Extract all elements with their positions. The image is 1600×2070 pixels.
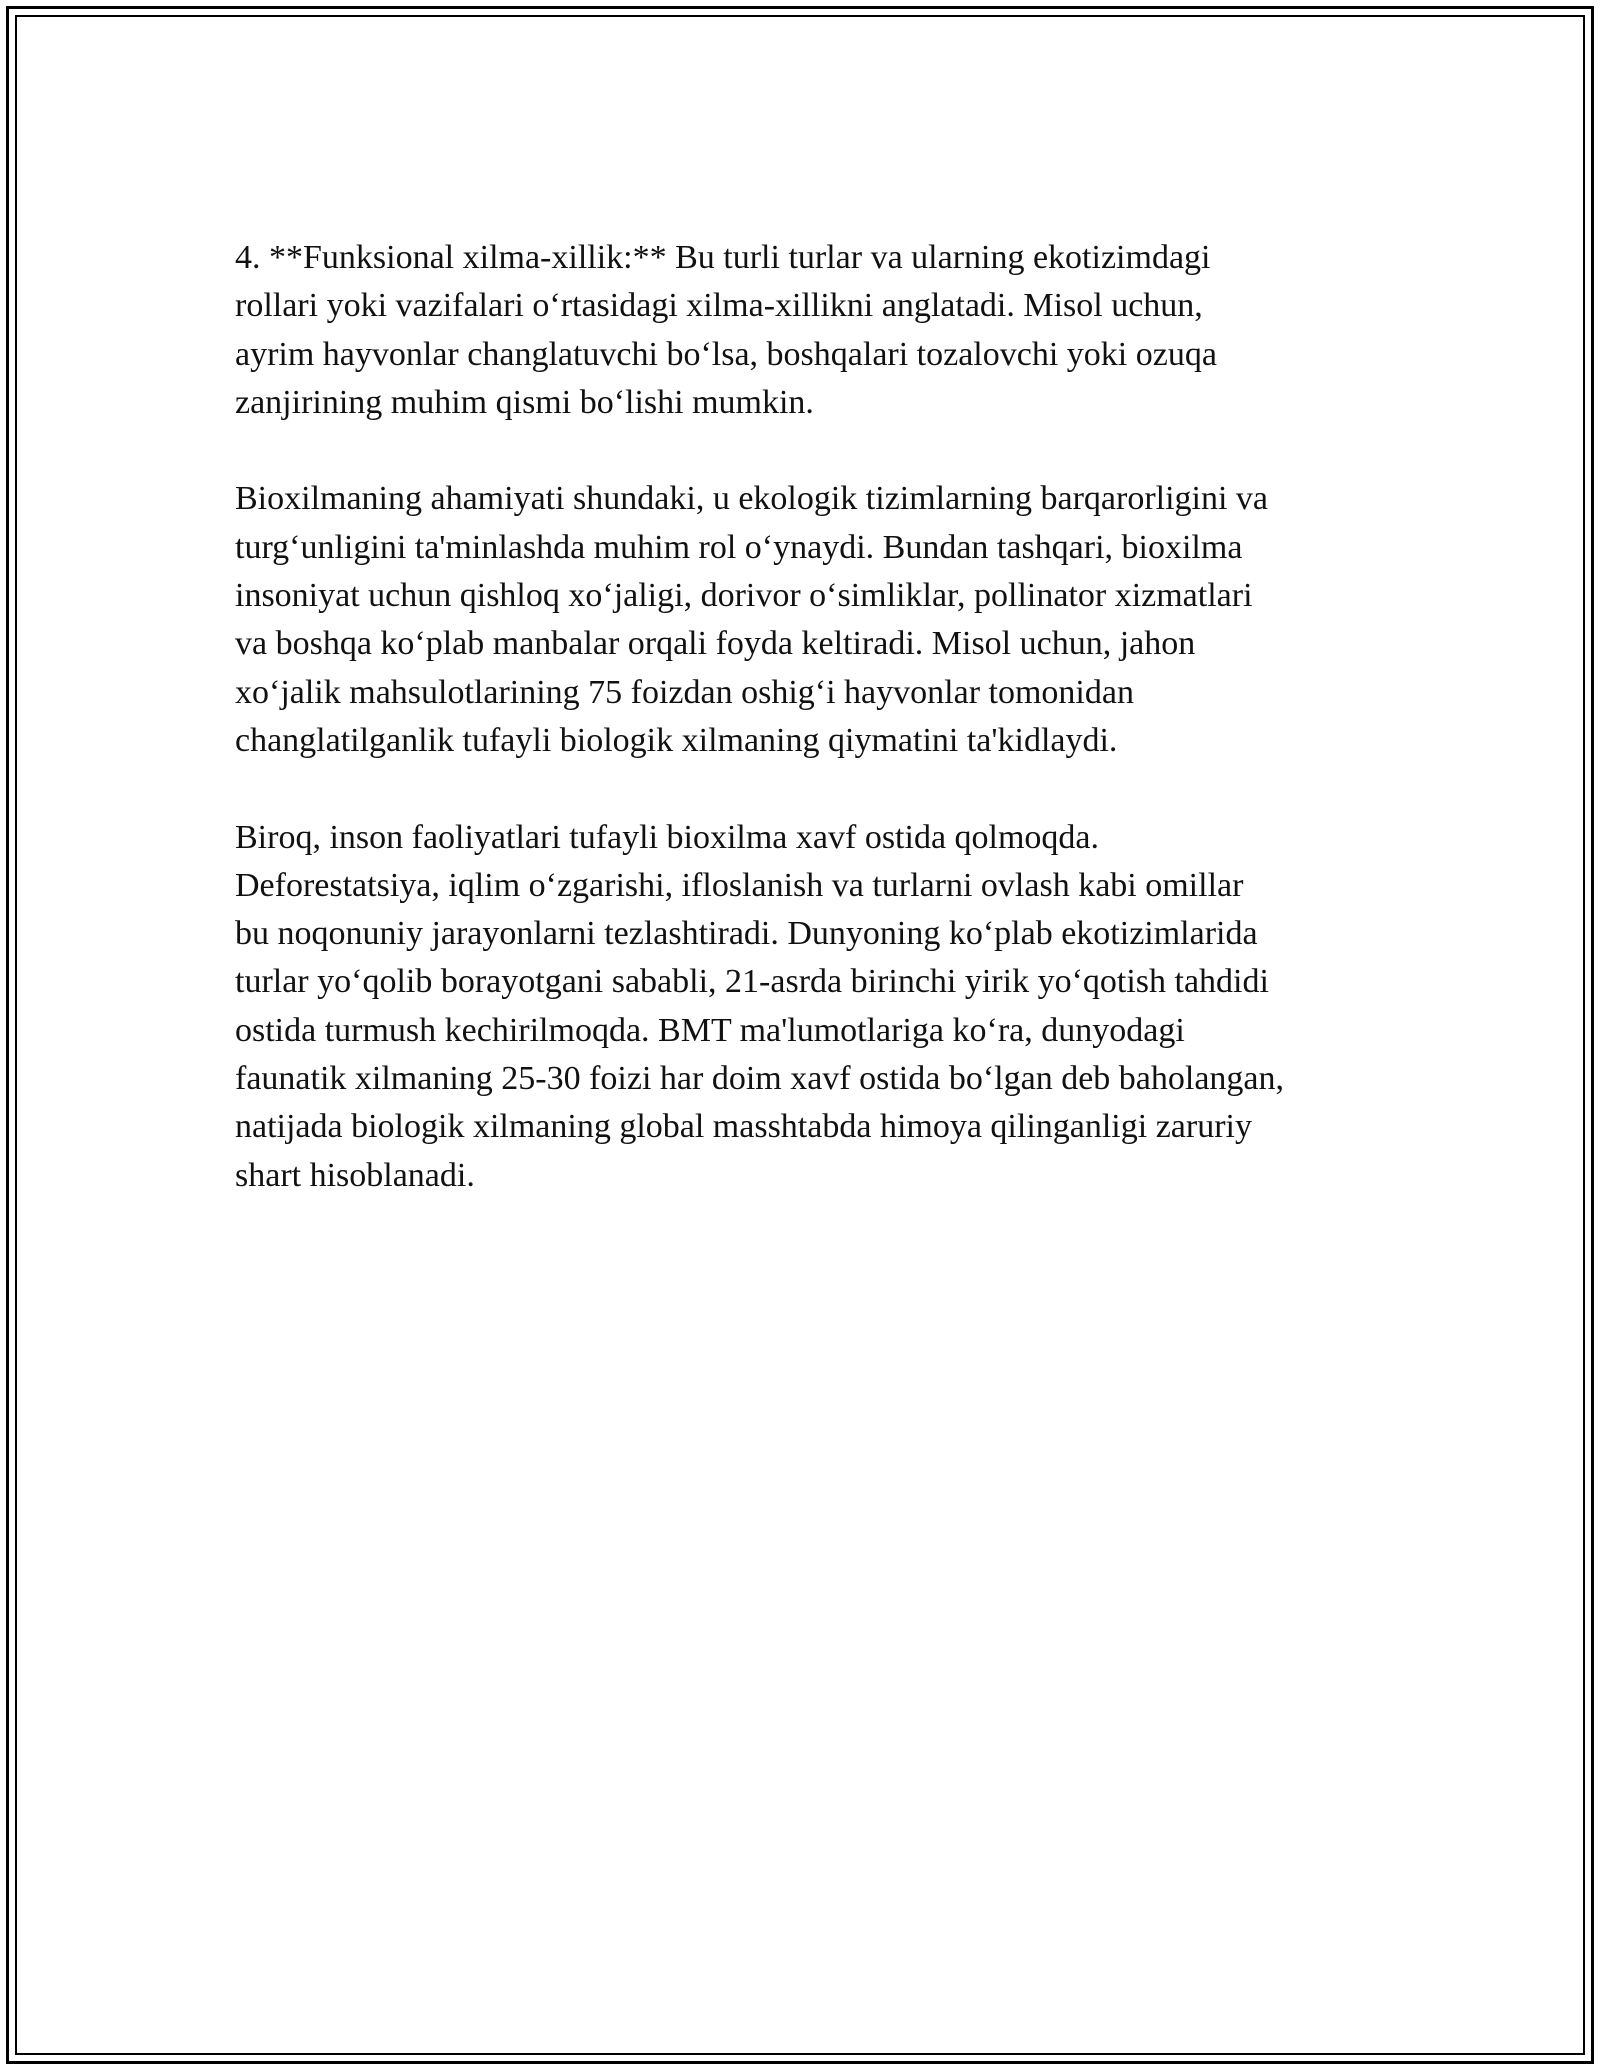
- text-line: Biroq, inson faoliyatlari tufayli bioxilma xavf ostida qolmoqda.: [235, 818, 1100, 856]
- text-line: bu noqonuniy jarayonlarni tezlashtiradi. Dunyoning ko‘plab ekotizimlarida: [235, 915, 1258, 953]
- text-line: faunatik xilmaning 25-30 foizi har doim xavf ostida bo‘lgan deb baholangan,: [235, 1060, 1285, 1098]
- document-body: [235, 234, 1375, 1200]
- text-line: insoniyat uchun qishloq xo‘jaligi, dorivor o‘simliklar, pollinator xizmatlari: [235, 577, 1253, 615]
- text-line: Bioxilmaning ahamiyati shundaki, u ekologik tizimlarning barqarorligini va: [235, 480, 1269, 518]
- text-line: turg‘unligini ta'minlashda muhim rol o‘ynaydi. Bundan tashqari, bioxilma: [235, 528, 1243, 566]
- text-line: zanjirining muhim qismi bo‘lishi mumkin.: [235, 383, 814, 421]
- paragraph-biodiversity-threats: [235, 814, 1375, 1200]
- text-line: Deforestatsiya, iqlim o‘zgarishi, ifloslanish va turlarni ovlash kabi omillar: [235, 866, 1244, 904]
- text-line: ayrim hayvonlar changlatuvchi bo‘lsa, boshqalari tozalovchi yoki ozuqa: [235, 335, 1217, 373]
- text-line: natijada biologik xilmaning global masshtabda himoya qilinganligi zaruriy: [235, 1108, 1252, 1146]
- paragraph-functional-diversity: [235, 234, 1375, 427]
- text-line: xo‘jalik mahsulotlarining 75 foizdan oshig‘i hayvonlar tomonidan: [235, 673, 1134, 711]
- text-line: turlar yo‘qolib borayotgani sababli, 21-asrda birinchi yirik yo‘qotish tahdidi: [235, 963, 1269, 1001]
- text-line: ostida turmush kechirilmoqda. BMT ma'lumotlariga ko‘ra, dunyodagi: [235, 1011, 1185, 1049]
- text-line: va boshqa ko‘plab manbalar orqali foyda keltiradi. Misol uchun, jahon: [235, 625, 1196, 663]
- paragraph-biodiversity-importance: [235, 475, 1375, 765]
- text-line: 4. **Funksional xilma-xillik:** Bu turli turlar va ularning ekotizimdagi: [235, 239, 1211, 276]
- text-line: rollari yoki vazifalari o‘rtasidagi xilma-xillikni anglatadi. Misol uchun,: [235, 287, 1203, 325]
- text-line: shart hisoblanadi.: [235, 1156, 475, 1194]
- text-line: changlatilganlik tufayli biologik xilmaning qiymatini ta'kidlaydi.: [235, 721, 1118, 759]
